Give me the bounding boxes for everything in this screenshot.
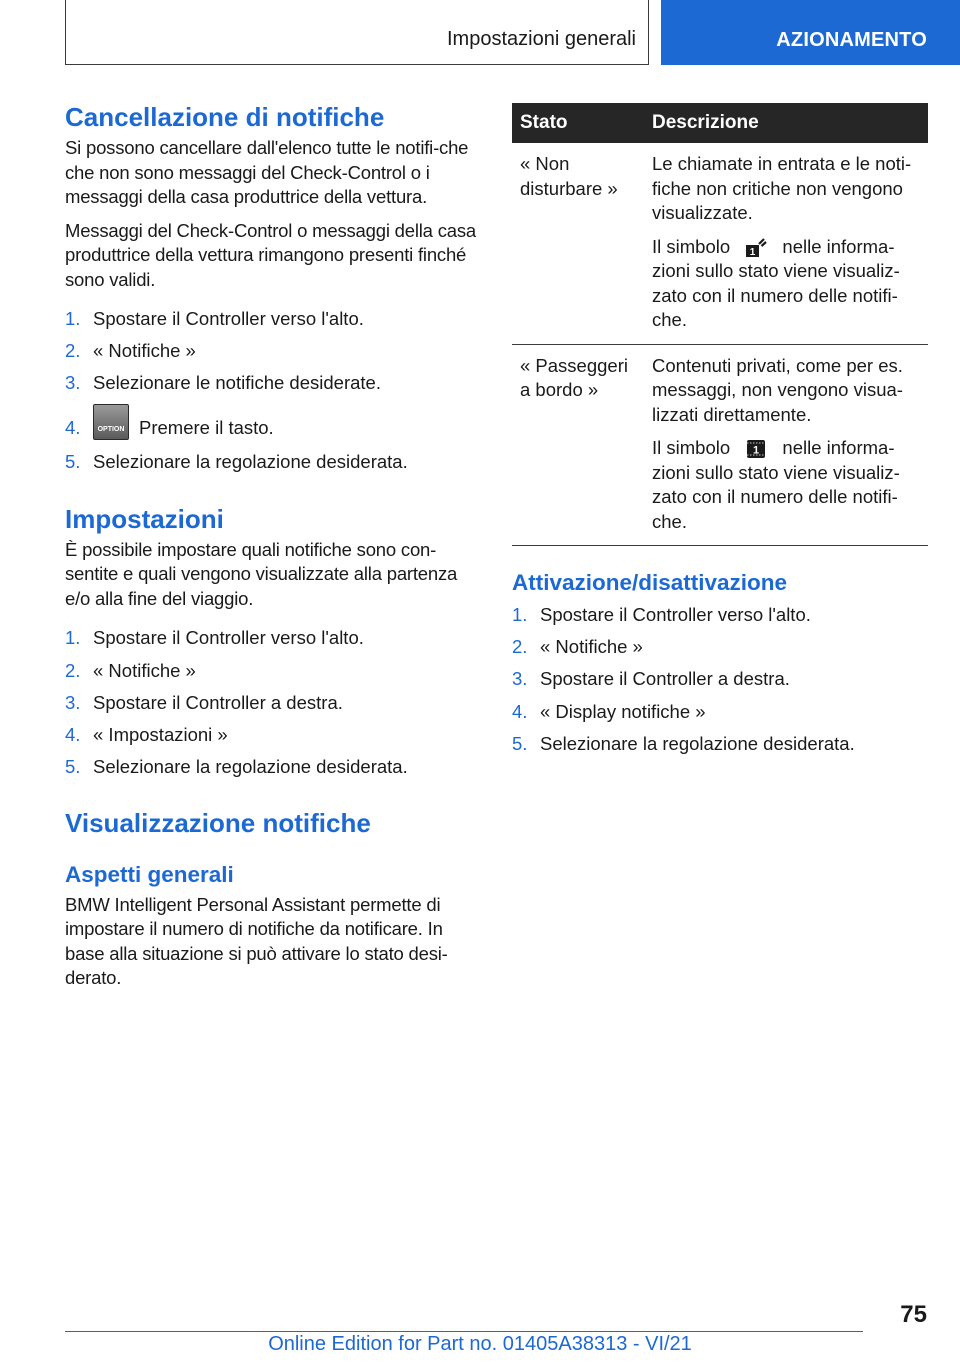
list-item: 5. Selezionare la regolazione desiderata. (512, 732, 855, 754)
list-item: 1. Spostare il Controller verso l'alto. (65, 308, 364, 329)
list-item: 2. « Notifiche » (512, 636, 643, 658)
section-title-impostazioni: Impostazioni (65, 503, 224, 534)
list-item: 2. « Notifiche » (65, 340, 196, 362)
paragraph: BMW Intelligent Personal Assistant permette di impostare il numero di notifiche da notificare. In base alla situazione si può attivare lo stato desi-derato. (65, 893, 448, 989)
left-column (65, 100, 480, 991)
svg-text:1: 1 (753, 444, 760, 457)
footer-edition-text: Online Edition for Part no. 01405A38313 - VI/21 (268, 1333, 692, 1355)
paragraph: È possibile impostare quali notifiche sono con-sentite e quali vengono visualizzate alla partenza e/o alla fine del viaggio. (65, 538, 458, 609)
right-column (512, 103, 928, 764)
list-item: 4. « Impostazioni » (65, 723, 228, 745)
table-cell-state: « Non disturbare » (512, 143, 644, 344)
table-header-stato: Stato (512, 103, 644, 143)
subsection-title-aspetti-generali: Aspetti generali (65, 861, 234, 887)
table-row (512, 143, 928, 344)
steps-list-cancellazione (65, 307, 480, 475)
svg-text:1: 1 (750, 246, 756, 258)
section-title-attivazione: Attivazione/disattivazione (512, 570, 788, 595)
list-item: 1. Spostare il Controller verso l'alto. (512, 604, 811, 625)
header-section-box (65, 0, 649, 65)
list-item: 4. OPTION Premere il tasto. (65, 416, 480, 441)
table-cell-description: Le chiamate in entrata e le noti-fiche non critiche non vengono visualizzate. Il simbolo 1 nelle informa-zioni sullo stato viene visualiz-zato con il numero delle notifi-che. (644, 143, 928, 344)
list-item: 3. Spostare il Controller a destra. (512, 668, 790, 690)
header-section-title: Impostazioni generali (447, 28, 636, 50)
footer-divider (65, 1331, 863, 1332)
page-number: 75 (900, 1301, 927, 1328)
table-cell-state: « Passeggeri a bordo » (512, 344, 644, 546)
section-title-cancellazione: Cancellazione di notifiche (65, 102, 385, 132)
steps-list-attivazione (512, 603, 928, 756)
list-item: 1. Spostare il Controller verso l'alto. (65, 627, 364, 649)
table-header-descrizione: Descrizione (644, 103, 928, 143)
list-item: 5. Selezionare la regolazione desiderata. (65, 451, 408, 473)
list-item: 3. Selezionare le notifiche desiderate. (65, 372, 381, 394)
header-chapter-title: AZIONAMENTO (776, 29, 927, 51)
steps-list-impostazioni (65, 626, 480, 779)
list-item: 2. « Notifiche » (65, 659, 196, 681)
table-cell-description: Contenuti privati, come per es. messaggi, non vengono visua-lizzati direttamente. Il simbolo 1 nelle informa-zioni sullo stato viene visualiz-zato con il numero delle notifi-che. (644, 344, 928, 546)
option-key-icon: OPTION (93, 404, 129, 440)
paragraph: Messaggi del Check-Control o messaggi della casa produttrice della vettura rimangono presenti finché sono validi. (65, 219, 476, 290)
status-table (512, 103, 928, 546)
passengers-on-board-icon (745, 439, 767, 459)
list-item: 5. Selezionare la regolazione desiderata. (65, 756, 408, 778)
list-item: 4. « Display notifiche » (512, 700, 706, 722)
list-item: 3. Spostare il Controller a destra. (65, 691, 343, 713)
table-row (512, 344, 928, 546)
paragraph: Si possono cancellare dall'elenco tutte le notifi-che che non sono messaggi del Check-Control o i messaggi della casa produttrice della vettura. (65, 137, 469, 207)
section-title-visualizzazione: Visualizzazione notifiche (65, 807, 371, 838)
table-header-row (512, 103, 928, 143)
header-chapter-tab (661, 0, 960, 65)
do-not-disturb-icon (745, 238, 767, 258)
